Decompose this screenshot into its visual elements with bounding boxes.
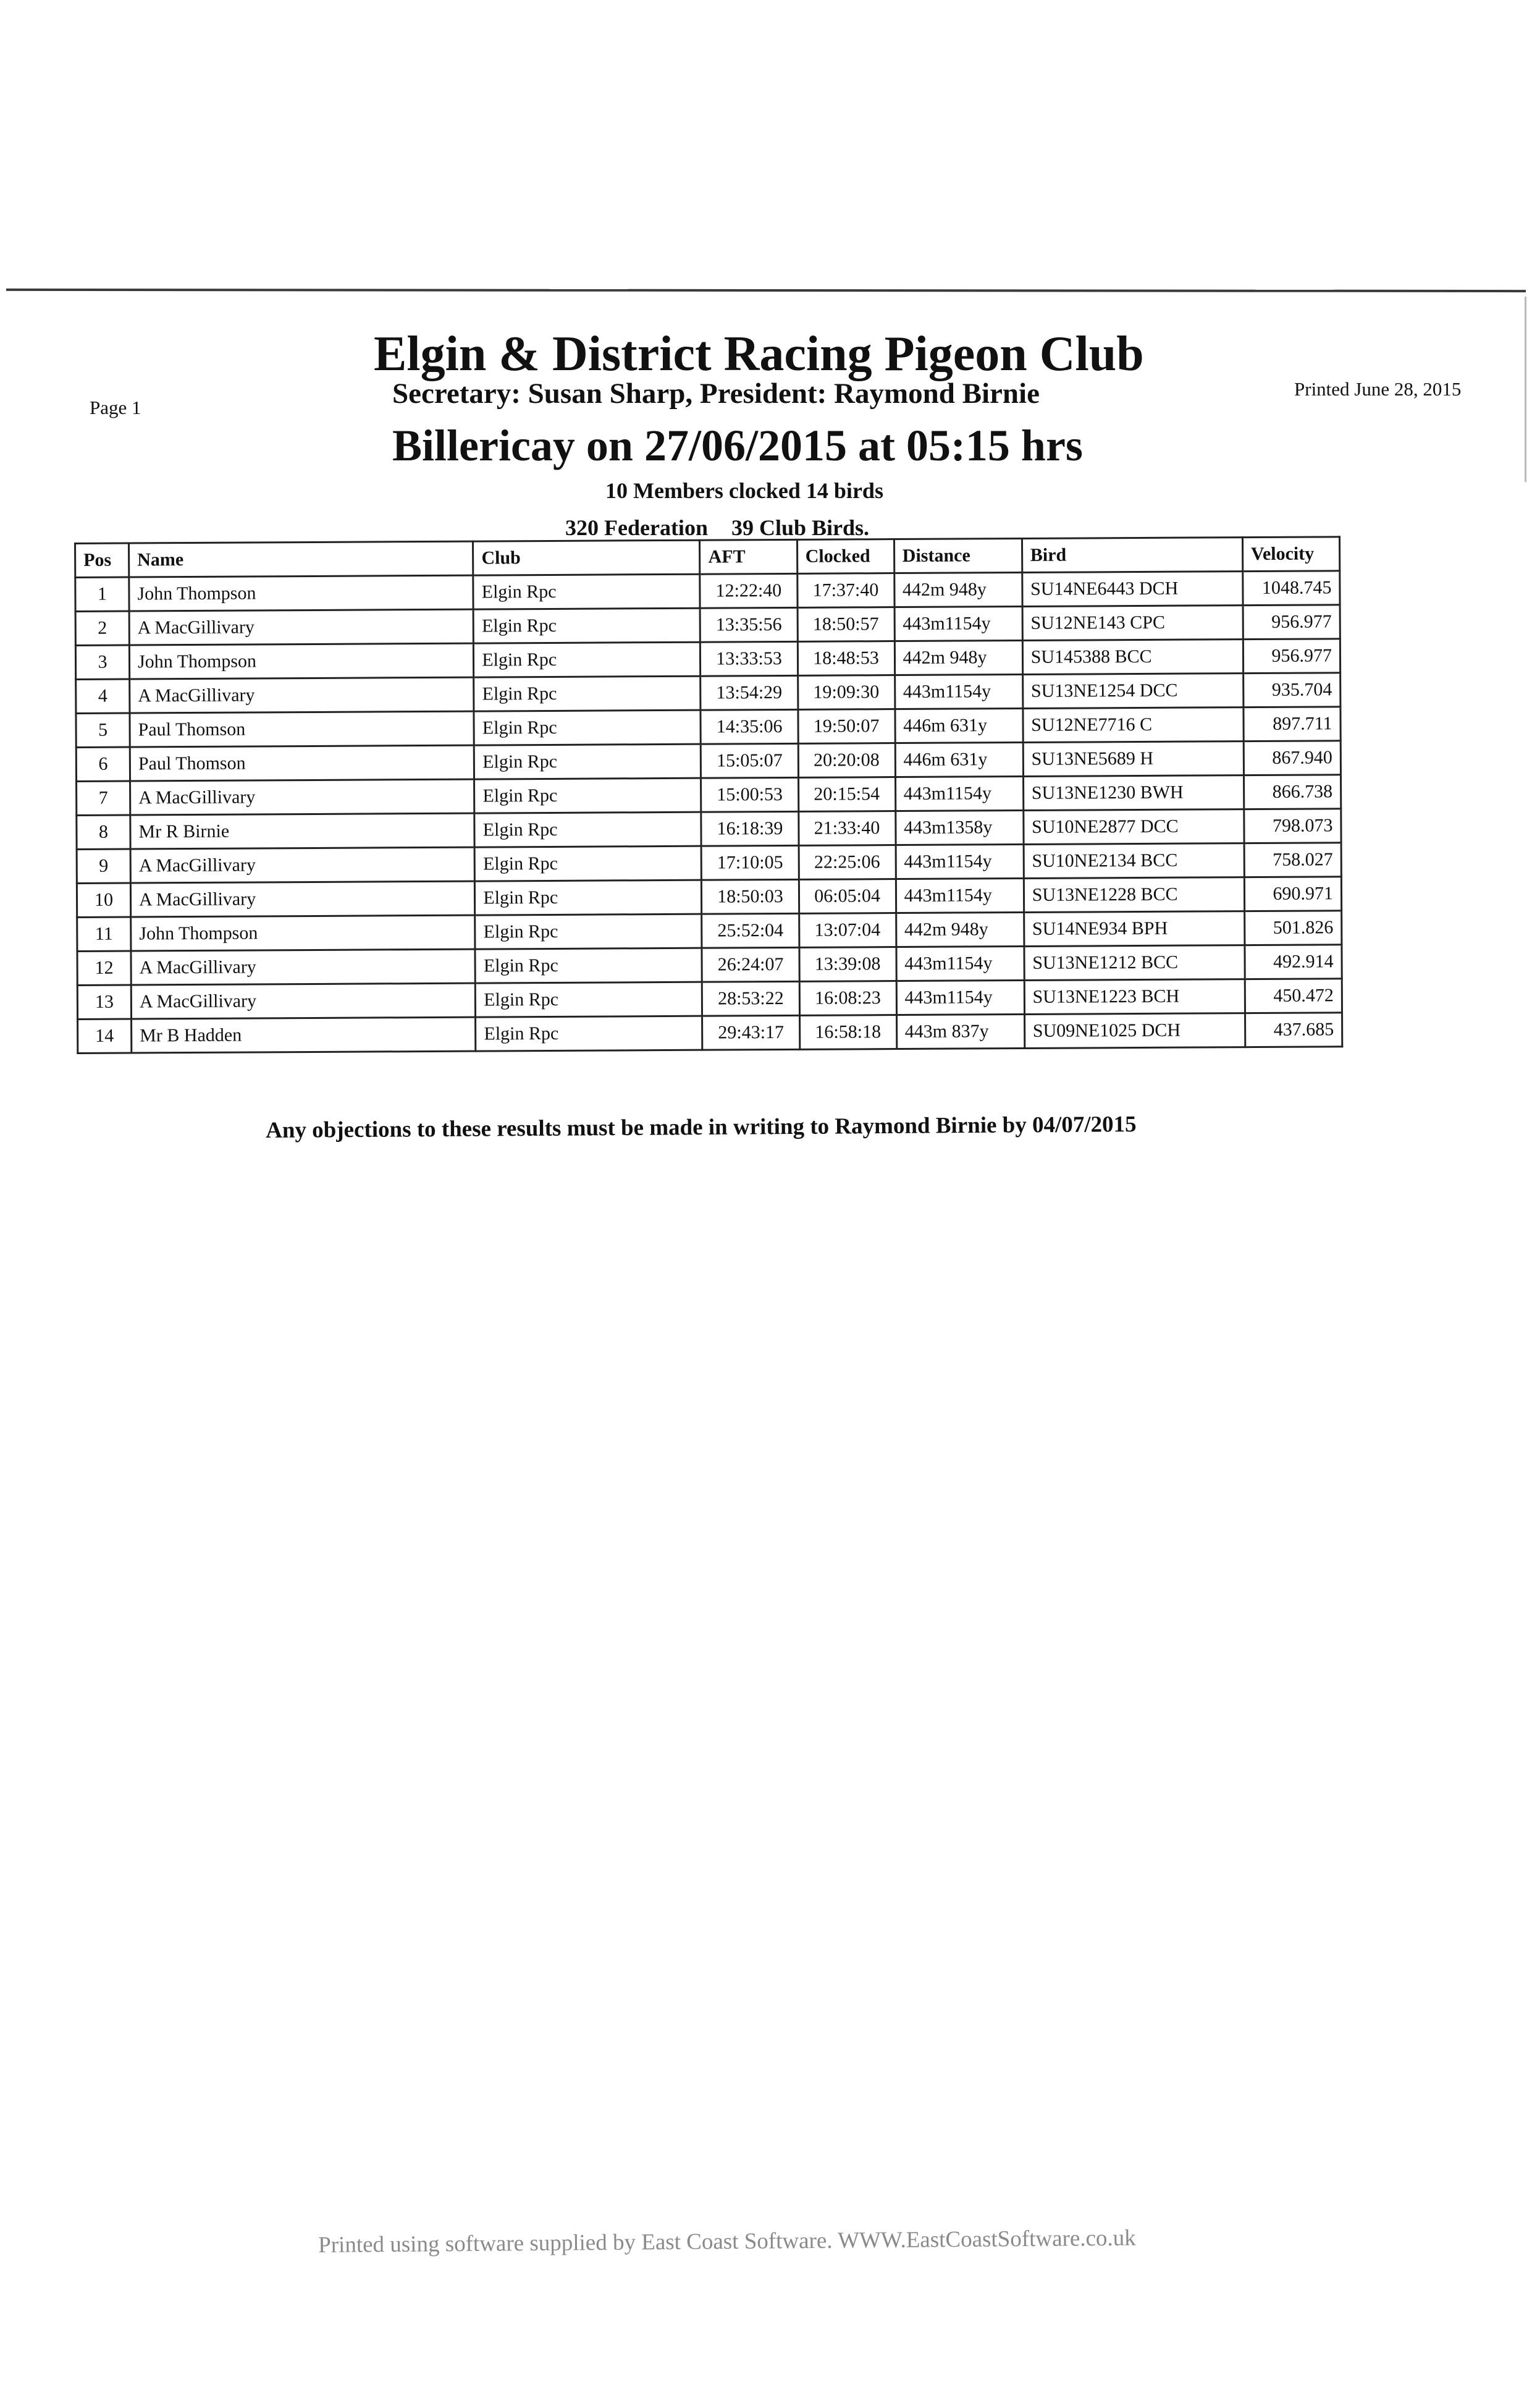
cell-pos: 14 (78, 1019, 132, 1053)
cell-club: Elgin Rpc (474, 812, 701, 847)
cell-club: Elgin Rpc (473, 574, 700, 609)
cell-bird: SU12NE143 CPC (1022, 606, 1243, 641)
cell-pos: 8 (77, 815, 130, 849)
cell-club: Elgin Rpc (474, 778, 701, 813)
cell-aft: 17:10:05 (702, 845, 799, 880)
table-row (78, 1013, 1342, 1054)
cell-clocked: 20:20:08 (798, 743, 895, 778)
cell-clocked: 18:48:53 (798, 641, 894, 676)
cell-bird: SU13NE1254 DCC (1022, 674, 1243, 709)
cell-velocity: 935.704 (1243, 673, 1340, 708)
cell-bird: SU13NE1212 BCC (1024, 945, 1245, 981)
cell-name: Mr R Birnie (130, 813, 475, 849)
cell-velocity: 866.738 (1244, 775, 1340, 809)
cell-pos: 12 (77, 951, 131, 985)
col-header-distance: Distance (894, 538, 1022, 573)
objections-notice: Any objections to these results must be made in writing to Raymond Birnie by 04/07/2015 (266, 1112, 1137, 1143)
cell-club: Elgin Rpc (475, 948, 702, 983)
cell-name: A MacGillivary (129, 609, 474, 645)
cell-pos: 4 (76, 679, 130, 713)
cell-clocked: 19:09:30 (798, 675, 894, 710)
cell-club: Elgin Rpc (473, 608, 700, 643)
cell-bird: SU13NE1228 BCC (1024, 877, 1244, 913)
cell-velocity: 450.472 (1245, 979, 1342, 1013)
cell-club: Elgin Rpc (475, 880, 702, 915)
race-title: Billericay on 27/06/2015 at 05:15 hrs (392, 421, 1083, 470)
cell-distance: 443m1154y (895, 776, 1023, 811)
results-table (74, 536, 1343, 1054)
bird-counts (565, 515, 869, 541)
cell-pos: 3 (75, 645, 129, 679)
cell-aft: 14:35:06 (701, 709, 798, 744)
cell-distance: 443m 837y (896, 1014, 1024, 1049)
cell-clocked: 20:15:54 (798, 777, 895, 812)
scan-border-line (6, 289, 1526, 292)
col-header-aft: AFT (700, 539, 797, 574)
cell-pos: 11 (77, 917, 131, 951)
cell-aft: 13:35:56 (701, 607, 798, 642)
cell-aft: 25:52:04 (702, 913, 799, 948)
cell-name: A MacGillivary (130, 677, 474, 713)
federation-count: 320 Federation (565, 515, 708, 540)
cell-club: Elgin Rpc (474, 846, 701, 881)
cell-velocity: 1048.745 (1243, 571, 1340, 606)
cell-distance: 442m 948y (894, 640, 1022, 675)
cell-name: Paul Thomson (130, 745, 474, 781)
cell-bird: SU10NE2134 BCC (1024, 843, 1244, 879)
cell-clocked: 17:37:40 (797, 573, 894, 608)
cell-name: A MacGillivary (130, 881, 475, 917)
cell-bird: SU13NE1230 BWH (1023, 775, 1244, 811)
cell-club: Elgin Rpc (474, 744, 701, 779)
cell-aft: 26:24:07 (702, 947, 799, 982)
cell-bird: SU14NE934 BPH (1024, 911, 1244, 947)
cell-aft: 12:22:40 (700, 573, 797, 608)
cell-distance: 443m1154y (894, 606, 1022, 641)
cell-clocked: 06:05:04 (799, 879, 896, 914)
cell-clocked: 22:25:06 (799, 845, 896, 880)
cell-bird: SU145388 BCC (1022, 640, 1243, 675)
cell-pos: 13 (77, 985, 131, 1019)
cell-distance: 443m1154y (896, 946, 1024, 981)
cell-clocked: 21:33:40 (798, 811, 895, 846)
cell-aft: 15:00:53 (701, 777, 798, 812)
officials-line: Secretary: Susan Sharp, President: Raymond Birnie (392, 378, 1040, 410)
cell-bird: SU12NE7716 C (1023, 708, 1244, 743)
cell-clocked: 18:50:57 (798, 607, 894, 642)
cell-velocity: 690.971 (1244, 877, 1341, 911)
cell-distance: 443m1358y (895, 810, 1023, 845)
cell-clocked: 16:08:23 (799, 981, 896, 1016)
cell-distance: 443m1154y (896, 844, 1024, 879)
software-footer: Printed using software supplied by East Coast Software. WWW.EastCoastSoftware.co.uk (318, 2225, 1136, 2258)
cell-pos: 2 (75, 611, 129, 645)
cell-aft: 18:50:03 (702, 879, 799, 914)
cell-pos: 6 (76, 747, 130, 781)
cell-velocity: 501.826 (1245, 911, 1342, 945)
col-header-velocity: Velocity (1242, 537, 1339, 572)
cell-name: A MacGillivary (130, 779, 475, 815)
cell-pos: 5 (76, 713, 130, 747)
cell-name: A MacGillivary (130, 847, 475, 883)
cell-aft: 29:43:17 (702, 1015, 799, 1050)
cell-bird: SU13NE5689 H (1023, 741, 1244, 777)
cell-bird: SU10NE2877 DCC (1023, 809, 1244, 845)
cell-velocity: 492.914 (1245, 945, 1342, 979)
cell-velocity: 897.711 (1244, 707, 1340, 741)
cell-name: John Thompson (129, 575, 474, 611)
cell-velocity: 956.977 (1243, 639, 1340, 674)
cell-pos: 10 (77, 883, 130, 917)
cell-club: Elgin Rpc (475, 914, 702, 949)
col-header-bird: Bird (1022, 538, 1242, 573)
cell-velocity: 437.685 (1245, 1013, 1342, 1047)
cell-aft: 16:18:39 (701, 811, 798, 846)
cell-distance: 443m1154y (896, 980, 1024, 1015)
cell-clocked: 19:50:07 (798, 709, 894, 744)
cell-pos: 7 (77, 781, 130, 815)
cell-club: Elgin Rpc (474, 642, 701, 677)
col-header-club: Club (473, 540, 700, 575)
cell-club: Elgin Rpc (476, 982, 702, 1017)
cell-bird: SU14NE6443 DCH (1022, 572, 1242, 607)
cell-name: Paul Thomson (130, 711, 474, 747)
club-birds-count: 39 Club Birds. (731, 515, 870, 540)
cell-aft: 13:54:29 (701, 675, 798, 710)
cell-name: A MacGillivary (131, 949, 476, 985)
cell-club: Elgin Rpc (476, 1016, 702, 1051)
col-header-name: Name (129, 541, 474, 577)
cell-aft: 13:33:53 (701, 641, 798, 676)
col-header-clocked: Clocked (797, 539, 894, 574)
cell-distance: 442m 948y (896, 912, 1024, 947)
cell-velocity: 758.027 (1244, 843, 1341, 877)
cell-velocity: 798.073 (1244, 809, 1341, 843)
cell-distance: 442m 948y (894, 572, 1022, 607)
cell-name: Mr B Hadden (132, 1017, 476, 1053)
cell-aft: 28:53:22 (702, 981, 799, 1016)
cell-name: John Thompson (129, 643, 474, 679)
cell-bird: SU09NE1025 DCH (1024, 1013, 1245, 1049)
cell-clocked: 16:58:18 (799, 1015, 896, 1050)
cell-name: A MacGillivary (131, 983, 476, 1019)
cell-distance: 443m1154y (896, 878, 1024, 913)
cell-velocity: 867.940 (1244, 741, 1340, 775)
col-header-pos: Pos (75, 543, 129, 577)
cell-distance: 443m1154y (894, 674, 1022, 709)
page-number: Page 1 (90, 397, 141, 418)
cell-clocked: 13:07:04 (799, 913, 896, 948)
cell-aft: 15:05:07 (701, 743, 798, 778)
cell-bird: SU13NE1223 BCH (1024, 979, 1245, 1015)
cell-name: John Thompson (131, 915, 476, 951)
printed-date: Printed June 28, 2015 (1294, 378, 1462, 400)
club-title: Elgin & District Racing Pigeon Club (374, 327, 1144, 381)
cell-pos: 9 (77, 849, 130, 883)
scan-edge-mark (1525, 297, 1526, 482)
cell-club: Elgin Rpc (474, 710, 701, 745)
cell-clocked: 13:39:08 (799, 947, 896, 982)
cell-distance: 446m 631y (895, 742, 1023, 777)
cell-distance: 446m 631y (895, 708, 1023, 743)
cell-velocity: 956.977 (1243, 605, 1340, 640)
members-clocked: 10 Members clocked 14 birds (605, 478, 883, 503)
cell-pos: 1 (75, 577, 129, 611)
cell-club: Elgin Rpc (474, 676, 701, 711)
